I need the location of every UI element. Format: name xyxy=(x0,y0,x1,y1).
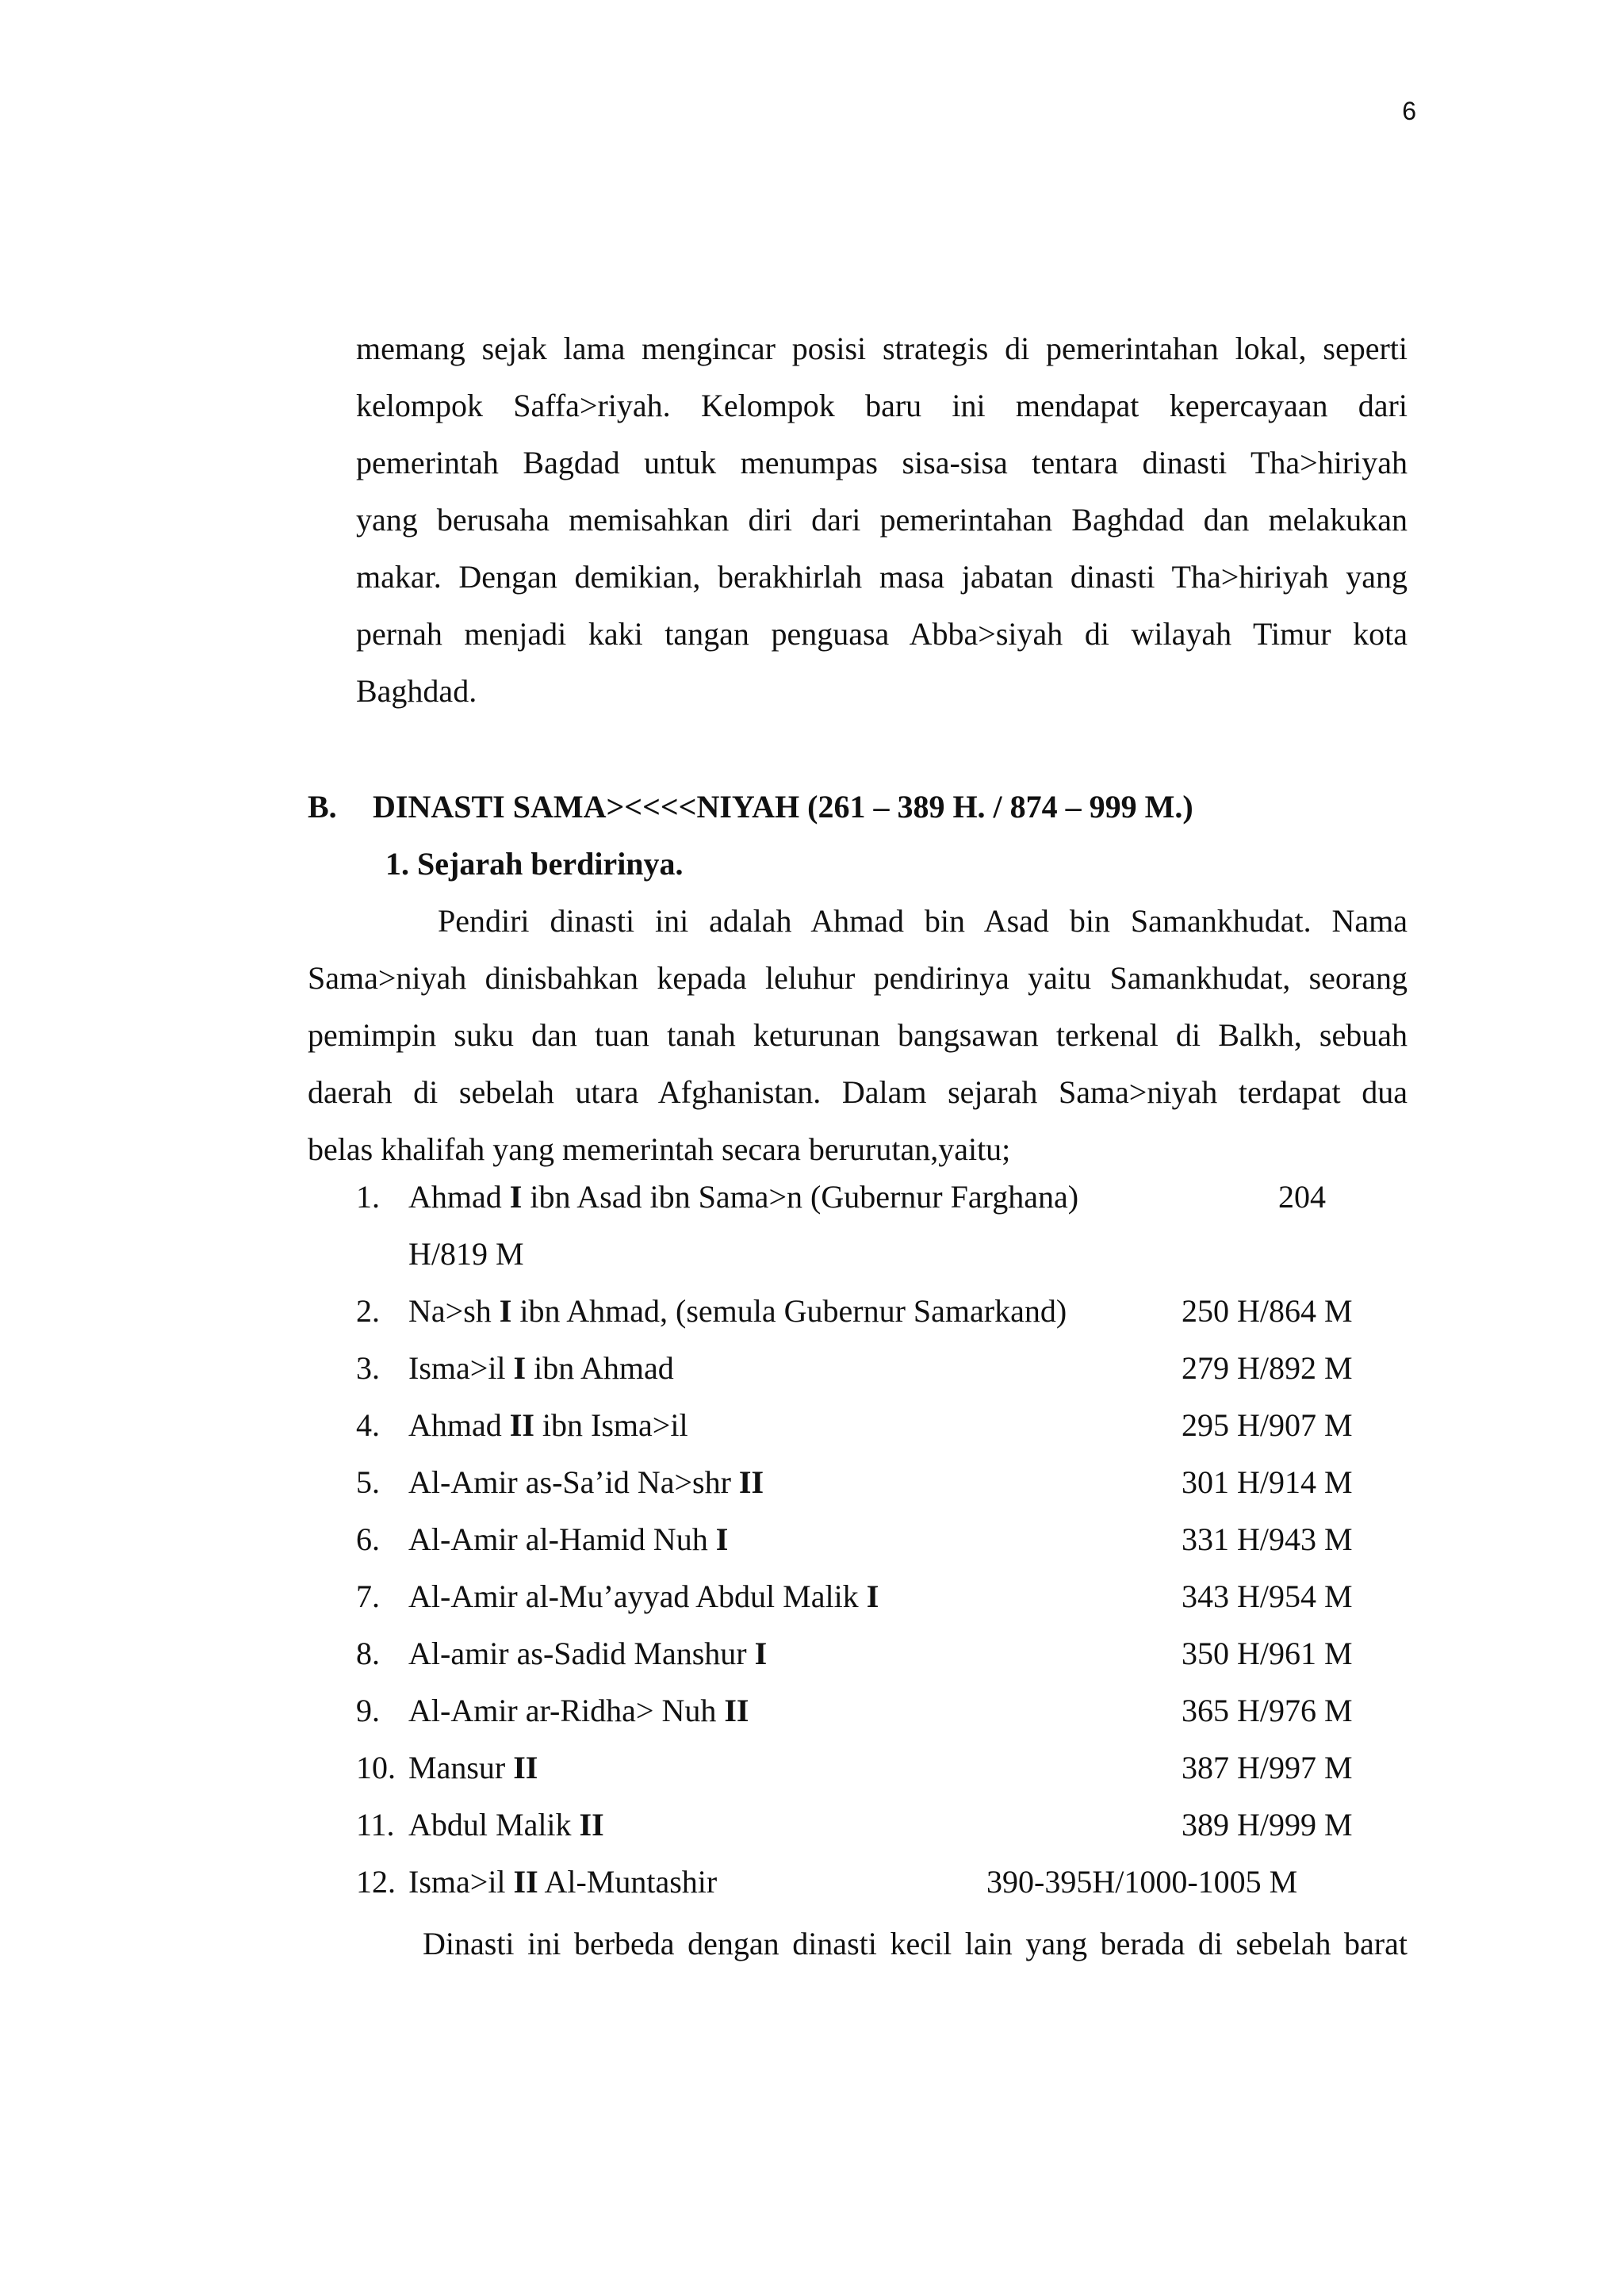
ruler-date: 279 H/892 M xyxy=(1182,1350,1353,1386)
ruler-name: Na>sh xyxy=(408,1293,500,1329)
ruler-roman: I xyxy=(754,1636,768,1671)
ruler-roman: I xyxy=(866,1578,879,1614)
ruler-roman: I xyxy=(499,1293,512,1329)
ruler-roman: II xyxy=(724,1693,749,1728)
ruler-date-continuation: H/819 M xyxy=(408,1236,524,1272)
ruler-date: 387 H/997 M xyxy=(1182,1750,1353,1785)
intro-line: Baghdad. xyxy=(356,673,477,709)
list-number: 10. xyxy=(356,1750,396,1785)
ruler-roman: II xyxy=(513,1864,538,1900)
intro-line: memang sejak lama mengincar posisi strategis di pemerintahan lokal, seperti xyxy=(356,331,1408,366)
list-number: 5. xyxy=(356,1464,380,1500)
intro-line: makar. Dengan demikian, berakhirlah masa jabatan dinasti Tha>hiriyah yang xyxy=(356,559,1408,595)
page-number: 6 xyxy=(1402,97,1416,125)
list-number: 7. xyxy=(356,1578,380,1614)
list-item xyxy=(356,1692,749,1729)
intro-line: pemerintah Bagdad untuk menumpas sisa-sisa tentara dinasti Tha>hiriyah xyxy=(356,445,1408,480)
ruler-roman: II xyxy=(513,1750,538,1785)
list-number: 4. xyxy=(356,1407,380,1443)
ruler-roman: I xyxy=(509,1179,523,1215)
ruler-date: 295 H/907 M xyxy=(1182,1407,1353,1443)
list-number: 3. xyxy=(356,1350,380,1386)
list-number: 6. xyxy=(356,1521,380,1557)
intro-paragraph xyxy=(356,320,1408,720)
ruler-name: Al-Amir ar-Ridha> Nuh xyxy=(408,1693,725,1728)
ruler-name-rest: ibn Asad ibn Sama>n (Gubernur Farghana) xyxy=(522,1179,1079,1215)
body-line: daerah di sebelah utara Afghanistan. Dalam sejarah Sama>niyah terdapat dua xyxy=(308,1074,1408,1110)
ruler-date: 343 H/954 M xyxy=(1182,1578,1353,1614)
closing-paragraph xyxy=(423,1915,1408,1973)
intro-line: yang berusaha memisahkan diri dari pemerintahan Baghdad dan melakukan xyxy=(356,502,1408,538)
list-number: 8. xyxy=(356,1636,380,1671)
ruler-roman: II xyxy=(579,1807,604,1843)
body-line: Pendiri dinasti ini adalah Ahmad bin Asad bin Samankhudat. Nama xyxy=(438,903,1408,939)
list-number: 12. xyxy=(356,1864,396,1900)
ruler-name: Abdul Malik xyxy=(408,1807,580,1843)
subsection-heading: 1. Sejarah berdirinya. xyxy=(385,846,684,882)
ruler-name: Ahmad xyxy=(408,1407,510,1443)
list-number: 9. xyxy=(356,1693,380,1728)
closing-line: Dinasti ini berbeda dengan dinasti kecil lain yang berada di sebelah barat xyxy=(423,1926,1408,1961)
ruler-name: Al-Amir al-Mu’ayyad Abdul Malik xyxy=(408,1578,867,1614)
body-line: Sama>niyah dinisbahkan kepada leluhur pendirinya yaitu Samankhudat, seorang xyxy=(308,960,1408,996)
ruler-date: 331 H/943 M xyxy=(1182,1521,1353,1557)
intro-line: kelompok Saffa>riyah. Kelompok baru ini mendapat kepercayaan dari xyxy=(356,388,1408,423)
list-item xyxy=(356,1863,717,1900)
list-item xyxy=(356,1578,879,1615)
list-item xyxy=(356,1349,674,1387)
ruler-date: 350 H/961 M xyxy=(1182,1636,1353,1671)
ruler-roman: I xyxy=(715,1521,729,1557)
list-item xyxy=(356,1464,764,1501)
ruler-name-rest: Al-Muntashir xyxy=(538,1864,718,1900)
list-item xyxy=(356,1635,767,1672)
ruler-date: 204 xyxy=(1278,1179,1326,1215)
ruler-date: 389 H/999 M xyxy=(1182,1807,1353,1843)
ruler-name-rest: ibn Ahmad xyxy=(526,1350,674,1386)
body-line: pemimpin suku dan tuan tanah keturunan bangsawan terkenal di Balkh, sebuah xyxy=(308,1017,1408,1053)
list-item xyxy=(356,1521,728,1558)
list-item xyxy=(356,1292,1067,1330)
intro-line: pernah menjadi kaki tangan penguasa Abba>siyah di wilayah Timur kota xyxy=(356,616,1408,652)
list-item xyxy=(356,1749,538,1786)
ruler-roman: I xyxy=(513,1350,527,1386)
ruler-name: Ahmad xyxy=(408,1179,510,1215)
ruler-roman: II xyxy=(738,1464,764,1500)
list-item xyxy=(356,1178,1078,1215)
ruler-name: Al-Amir al-Hamid Nuh xyxy=(408,1521,716,1557)
ruler-date: 390-395H/1000-1005 M xyxy=(986,1864,1298,1900)
ruler-name: Isma>il xyxy=(408,1350,514,1386)
list-item xyxy=(356,1806,604,1843)
ruler-name-rest: ibn Ahmad, (semula Gubernur Samarkand) xyxy=(511,1293,1067,1329)
list-number: 11. xyxy=(356,1807,395,1843)
list-item xyxy=(356,1406,688,1444)
ruler-date: 365 H/976 M xyxy=(1182,1693,1353,1728)
section-letter: B. xyxy=(308,789,337,825)
ruler-date: 301 H/914 M xyxy=(1182,1464,1353,1500)
list-number: 2. xyxy=(356,1293,380,1329)
list-number: 1. xyxy=(356,1179,380,1215)
body-line: belas khalifah yang memerintah secara berurutan,yaitu; xyxy=(308,1131,1011,1167)
ruler-name: Al-Amir as-Sa’id Na>shr xyxy=(408,1464,739,1500)
section-heading: DINASTI SAMA><<<<NIYAH (261 – 389 H. / 874 – 999 M.) xyxy=(373,789,1193,825)
ruler-name: Mansur xyxy=(408,1750,514,1785)
ruler-name: Isma>il xyxy=(408,1864,514,1900)
ruler-date: 250 H/864 M xyxy=(1182,1293,1353,1329)
ruler-roman: II xyxy=(509,1407,534,1443)
ruler-name: Al-amir as-Sadid Manshur xyxy=(408,1636,755,1671)
body-paragraph xyxy=(308,893,1408,1178)
ruler-name-rest: ibn Isma>il xyxy=(534,1407,688,1443)
